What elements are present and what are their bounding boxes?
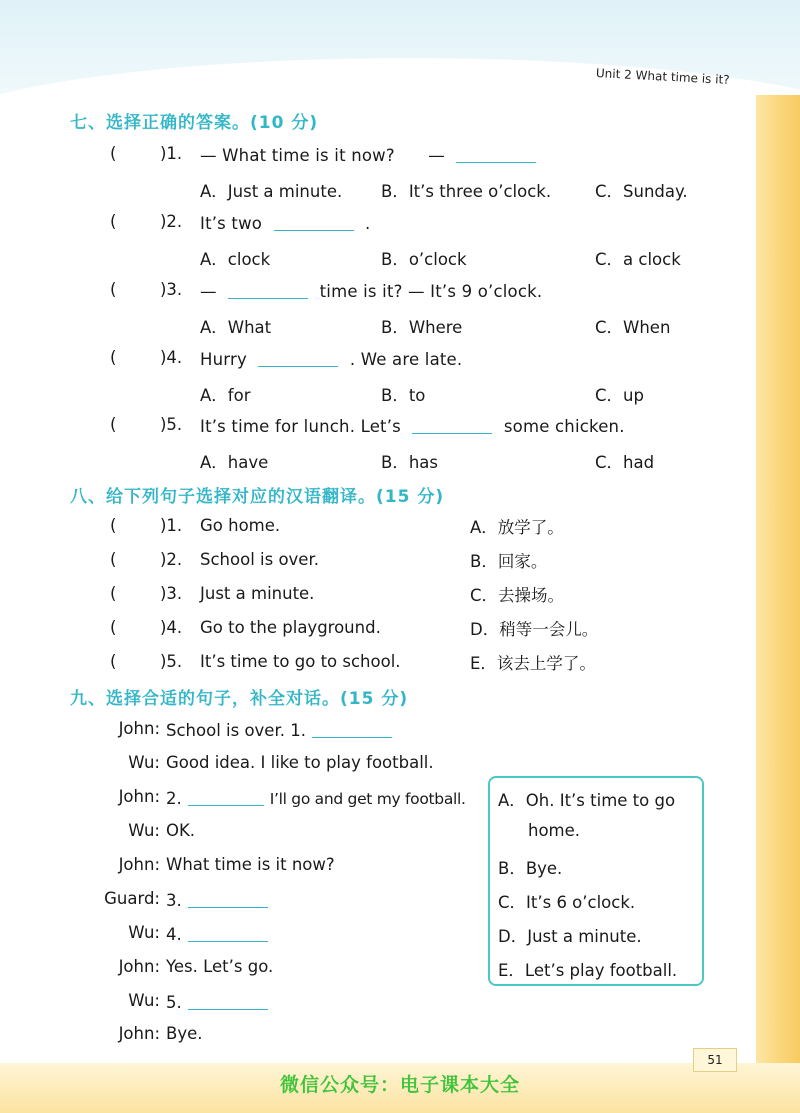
q1-stem <box>200 144 542 165</box>
q5-option-b: B．has <box>381 453 438 472</box>
dialog-speaker: Wu: <box>128 753 160 772</box>
q2-blank[interactable] <box>274 212 354 231</box>
answer-paren: ( <box>110 212 117 231</box>
s8-item1-number: )1. <box>160 516 183 535</box>
q2-option-a: A．clock <box>200 250 271 269</box>
q3-dash: — <box>200 282 217 301</box>
dialog-options-box <box>488 776 704 986</box>
dialog-line-4: OK. <box>166 821 196 840</box>
section9-title: 九、选择合适的句子，补全对话。(15 分) <box>70 689 409 709</box>
q3-option-a: A．What <box>200 318 272 337</box>
box-option-a-cont: home. <box>528 821 581 840</box>
q1-blank[interactable] <box>456 144 536 163</box>
q2-stem <box>200 212 370 233</box>
page-number: 51 <box>693 1048 737 1072</box>
q4-option-b: B．to <box>381 386 426 405</box>
section8-title: 八、给下列句子选择对应的汉语翻译。(15 分) <box>70 487 445 507</box>
q2-option-b: B．o’clock <box>381 250 467 269</box>
box-option-b: B．Bye. <box>498 859 563 878</box>
s8-item5-number: )5. <box>160 652 183 671</box>
answer-paren: ( <box>110 415 117 434</box>
dialog-speaker: Wu: <box>128 991 160 1010</box>
q1-dash: — <box>428 146 445 165</box>
dialog-text: 2. <box>166 789 182 808</box>
q4-stem <box>200 348 462 369</box>
s8-option-e: E．该去上学了。 <box>470 654 596 673</box>
q2-text-end: . <box>365 214 371 233</box>
s8-item1-text: Go home. <box>200 516 281 535</box>
q1-option-c: C．Sunday. <box>595 182 688 201</box>
answer-paren: ( <box>110 652 117 671</box>
box-option-e: E．Let’s play football. <box>498 961 678 980</box>
q4-text: Hurry <box>200 350 247 369</box>
s8-item3-number: )3. <box>160 584 183 603</box>
dialog-speaker: Wu: <box>128 923 160 942</box>
dialog-line-6 <box>166 889 274 910</box>
footer-watermark: 微信公众号：电子课本大全 <box>279 1074 520 1096</box>
answer-paren: ( <box>110 348 117 367</box>
dialog-line-10: Bye. <box>166 1024 203 1043</box>
dialog-speaker: Guard: <box>104 889 160 908</box>
dialog-line-8: Yes. Let’s go. <box>166 957 274 976</box>
dialog-speaker: John: <box>118 719 160 738</box>
dialog-text: 3. <box>166 891 182 910</box>
dialog-line-3 <box>166 787 466 808</box>
unit-header: Unit 2 What time is it? <box>595 66 730 87</box>
q3-blank[interactable] <box>228 280 308 299</box>
q2-number: )2. <box>160 212 183 231</box>
q2-text: It’s two <box>200 214 263 233</box>
q1-option-a: A．Just a minute. <box>200 182 343 201</box>
s8-item3-text: Just a minute. <box>200 584 315 603</box>
q2-option-c: C．a clock <box>595 250 681 269</box>
q4-blank[interactable] <box>258 348 338 367</box>
answer-paren: ( <box>110 144 117 163</box>
s8-option-c: C．去操场。 <box>470 586 565 605</box>
dialog-text: 4. <box>166 925 182 944</box>
q1-number: )1. <box>160 144 183 163</box>
q5-option-a: A．have <box>200 453 269 472</box>
s8-item5-text: It’s time to go to school. <box>200 652 401 671</box>
s8-item4-text: Go to the playground. <box>200 618 381 637</box>
q5-text: It’s time for lunch. Let’s <box>200 417 401 436</box>
q4-number: )4. <box>160 348 183 367</box>
s8-item2-number: )2. <box>160 550 183 569</box>
dialog-speaker: John: <box>118 1024 160 1043</box>
s8-option-a: A．放学了。 <box>470 518 564 537</box>
dialog-line-2: Good idea. I like to play football. <box>166 753 434 772</box>
q3-option-b: B．Where <box>381 318 463 337</box>
q1-text: — What time is it now? <box>200 146 395 165</box>
dialog-text: School is over. 1. <box>166 721 306 740</box>
q4-option-c: C．up <box>595 386 644 405</box>
dialog-blank-3[interactable] <box>188 889 268 908</box>
q5-stem <box>200 415 625 436</box>
s8-item4-number: )4. <box>160 618 183 637</box>
q3-option-c: C．When <box>595 318 671 337</box>
q5-blank[interactable] <box>412 415 492 434</box>
dialog-blank-5[interactable] <box>188 991 268 1010</box>
dialog-line-9 <box>166 991 274 1012</box>
dialog-line-5: What time is it now? <box>166 855 335 874</box>
dialog-blank-2[interactable] <box>188 787 264 806</box>
q5-option-c: C．had <box>595 453 655 472</box>
book-page-edge <box>756 95 800 1113</box>
dialog-speaker: John: <box>118 855 160 874</box>
q3-text: time is it? — It’s 9 o’clock. <box>319 282 543 301</box>
q3-number: )3. <box>160 280 183 299</box>
dialog-text-after: I’ll go and get my football. <box>269 790 466 808</box>
s8-option-b: B．回家。 <box>470 552 548 571</box>
s8-option-d: D．稍等一会儿。 <box>470 620 599 639</box>
dialog-blank-4[interactable] <box>188 923 268 942</box>
answer-paren: ( <box>110 550 117 569</box>
answer-paren: ( <box>110 280 117 299</box>
dialog-speaker: Wu: <box>128 821 160 840</box>
q5-text-end: some chicken. <box>503 417 625 436</box>
box-option-d: D．Just a minute. <box>498 927 642 946</box>
q5-number: )5. <box>160 415 183 434</box>
dialog-speaker: John: <box>118 957 160 976</box>
box-option-c: C．It’s 6 o’clock. <box>498 893 636 912</box>
dialog-line-1 <box>166 719 398 740</box>
dialog-blank-1[interactable] <box>312 719 392 738</box>
answer-paren: ( <box>110 516 117 535</box>
answer-paren: ( <box>110 584 117 603</box>
q1-option-b: B．It’s three o’clock. <box>381 182 552 201</box>
q4-option-a: A．for <box>200 386 251 405</box>
s8-item2-text: School is over. <box>200 550 319 569</box>
q3-stem <box>200 280 542 301</box>
q4-text-end: . We are late. <box>349 350 463 369</box>
dialog-speaker: John: <box>118 787 160 806</box>
section7-title: 七、选择正确的答案。(10 分) <box>70 113 319 133</box>
answer-paren: ( <box>110 618 117 637</box>
dialog-line-7 <box>166 923 274 944</box>
box-option-a: A．Oh. It’s time to go <box>498 791 676 810</box>
dialog-text: 5. <box>166 993 182 1012</box>
